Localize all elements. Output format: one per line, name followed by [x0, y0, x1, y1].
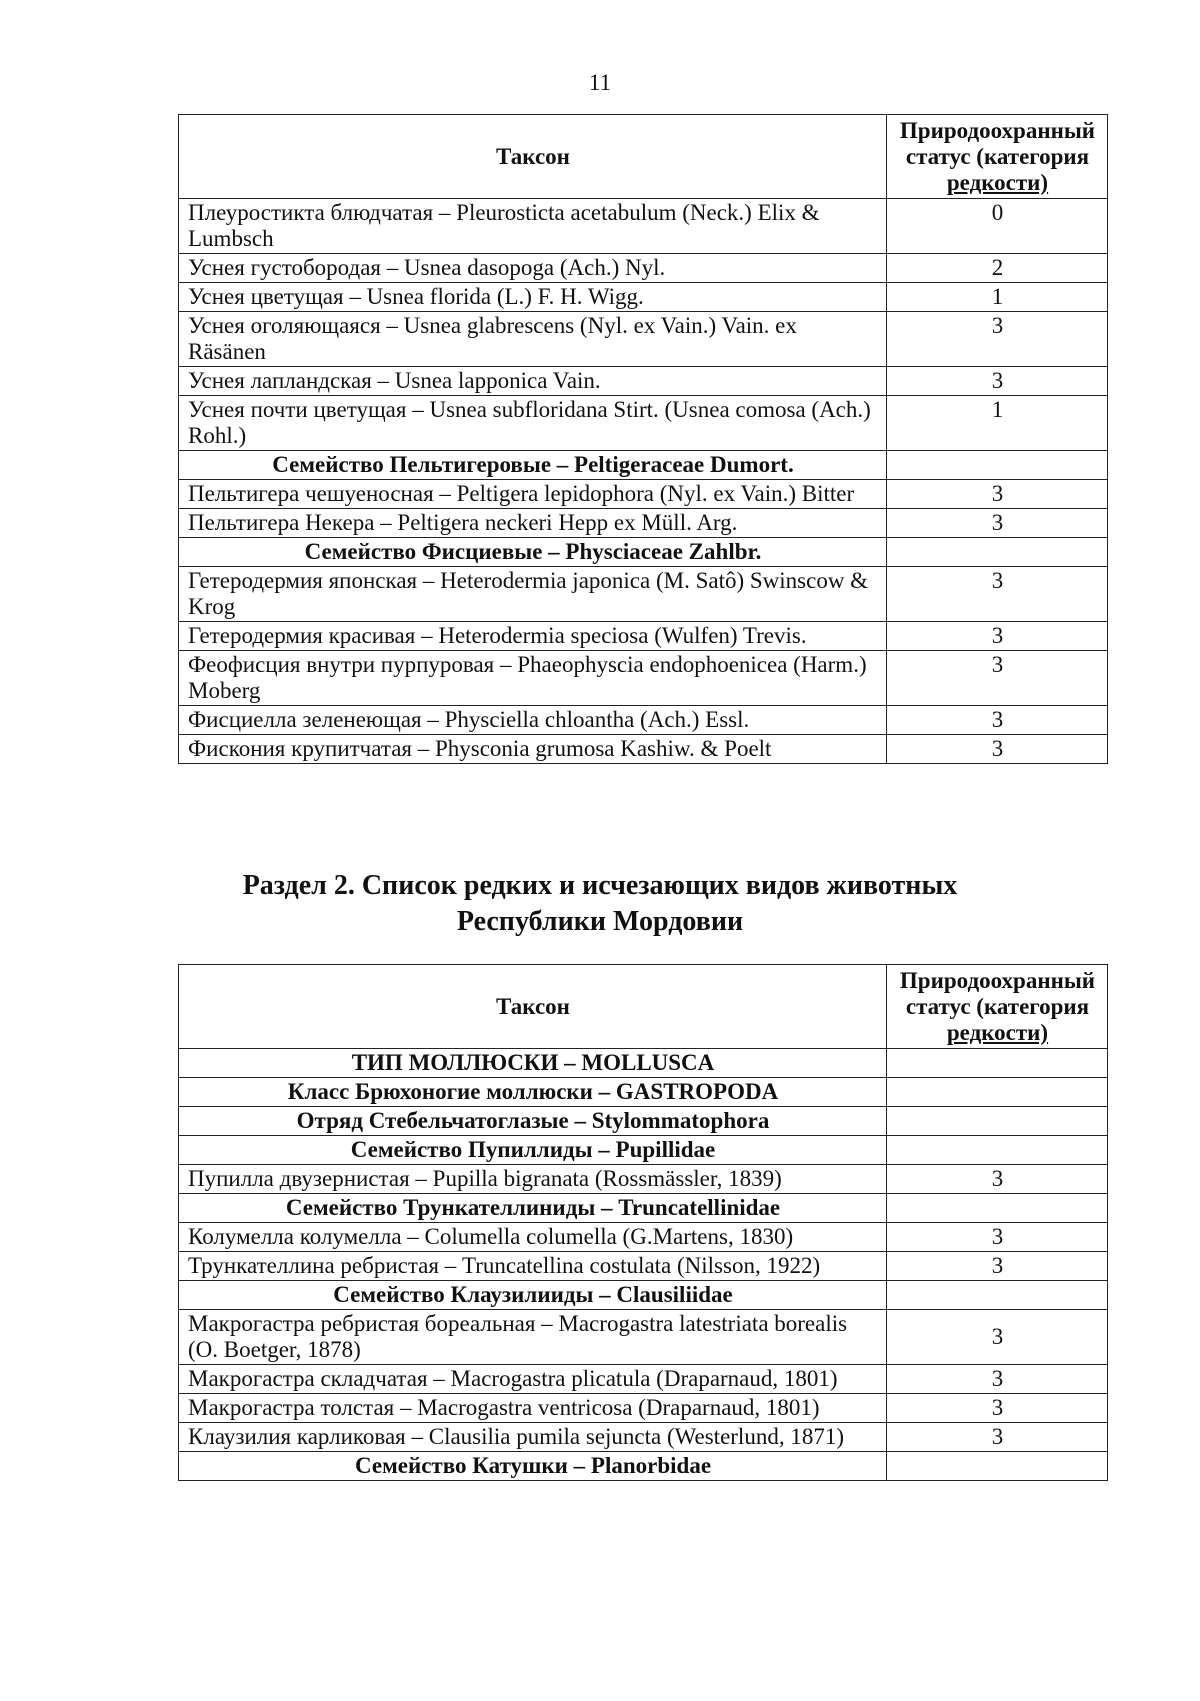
table-row: [179, 480, 1108, 509]
lichen-species-table: [178, 114, 1108, 764]
taxon-column-header: Таксон: [179, 965, 887, 1049]
rarity-status: [887, 1107, 1108, 1136]
status-header-line: редкости): [946, 169, 1049, 195]
rarity-status: 3: [887, 1252, 1108, 1281]
taxon-group-row: [179, 1136, 1108, 1165]
section-title-line: Республики Мордовии: [456, 906, 744, 937]
group-heading: Семейство Фисциевые – Physciaceae Zahlbr.: [179, 538, 887, 567]
table-row: [179, 283, 1108, 312]
taxon-column-header: Таксон: [179, 115, 887, 199]
rarity-status: [887, 1452, 1108, 1481]
page-number: 11: [588, 70, 612, 95]
rarity-status: [887, 1078, 1108, 1107]
group-heading: ТИП МОЛЛЮСКИ – MOLLUSCA: [179, 1049, 887, 1078]
table-row: [179, 312, 1108, 367]
taxon-group-row: [179, 1078, 1108, 1107]
group-heading: Отряд Стебельчатоглазые – Stylommatophora: [179, 1107, 887, 1136]
table-row: [179, 396, 1108, 451]
status-header-line: Природоохранный: [899, 117, 1096, 143]
rarity-status: 1: [887, 283, 1108, 312]
rarity-status: [887, 1049, 1108, 1078]
table-row: [179, 735, 1108, 764]
table-row: [179, 199, 1108, 254]
status-column-header: [887, 965, 1108, 1049]
rarity-status: 3: [887, 1223, 1108, 1252]
table-row: [179, 1365, 1108, 1394]
rarity-status: [887, 1136, 1108, 1165]
taxon-group-row: [179, 451, 1108, 480]
table-row: [179, 1223, 1108, 1252]
rarity-status: 3: [887, 622, 1108, 651]
rarity-status: 0: [887, 199, 1108, 254]
table-row: [179, 651, 1108, 706]
taxon-name: Плеуростикта блюдчатая – Pleurosticta acetabulum (Neck.) Elix & Lumbsch: [179, 199, 887, 254]
status-header-line: статус (категория: [905, 993, 1090, 1019]
table-row: [179, 509, 1108, 538]
rarity-status: 3: [887, 1165, 1108, 1194]
rarity-status: [887, 538, 1108, 567]
taxon-name: Уснея почти цветущая – Usnea subfloridana Stirt. (Usnea comosa (Ach.) Rohl.): [179, 396, 887, 451]
rarity-status: 3: [887, 735, 1108, 764]
section-title-line: Раздел 2. Список редких и исчезающих видов животных: [242, 870, 958, 901]
rarity-status: [887, 1281, 1108, 1310]
table-row: [179, 367, 1108, 396]
taxon-name: Гетеродермия японская – Heterodermia japonica (M. Satô) Swinscow & Krog: [179, 567, 887, 622]
taxon-name: Гетеродермия красивая – Heterodermia speciosa (Wulfen) Trevis.: [179, 622, 887, 651]
table-row: [179, 706, 1108, 735]
rarity-status: 3: [887, 651, 1108, 706]
taxon-name: Фисциелла зеленеющая – Physciella chloantha (Ach.) Essl.: [179, 706, 887, 735]
table-row: [179, 622, 1108, 651]
rarity-status: 3: [887, 480, 1108, 509]
taxon-group-row: [179, 538, 1108, 567]
taxon-group-row: [179, 1107, 1108, 1136]
table-header-row: [179, 965, 1108, 1049]
table-header-row: [179, 115, 1108, 199]
rarity-status: 3: [887, 312, 1108, 367]
rarity-status: 2: [887, 254, 1108, 283]
taxon-name: Макрогастра толстая – Macrogastra ventricosa (Draparnaud, 1801): [179, 1394, 887, 1423]
table-row: [179, 254, 1108, 283]
rarity-status: [887, 451, 1108, 480]
rarity-status: [887, 1194, 1108, 1223]
group-heading: Семейство Катушки – Planorbidae: [179, 1452, 887, 1481]
rarity-status: 3: [887, 367, 1108, 396]
animal-species-table: [178, 964, 1108, 1481]
status-column-header: [887, 115, 1108, 199]
taxon-name: Пупилла двузернистая – Pupilla bigranata (Rossmässler, 1839): [179, 1165, 887, 1194]
rarity-status: 3: [887, 567, 1108, 622]
taxon-name: Феофисция внутри пурпуровая – Phaeophyscia endophoenicea (Harm.) Moberg: [179, 651, 887, 706]
table-row: [179, 1165, 1108, 1194]
rarity-status: 1: [887, 396, 1108, 451]
group-heading: Семейство Трункателлиниды – Truncatellinidae: [179, 1194, 887, 1223]
taxon-name: Макрогастра складчатая – Macrogastra plicatula (Draparnaud, 1801): [179, 1365, 887, 1394]
rarity-status: 3: [887, 1394, 1108, 1423]
section-title: [0, 868, 1200, 940]
taxon-name: Уснея оголяющаяся – Usnea glabrescens (Nyl. ex Vain.) Vain. ex Räsänen: [179, 312, 887, 367]
group-heading: Семейство Клаузилииды – Clausiliidae: [179, 1281, 887, 1310]
taxon-name: Трункателлина ребристая – Truncatellina costulata (Nilsson, 1922): [179, 1252, 887, 1281]
taxon-name: Макрогастра ребристая бореальная – Macrogastra latestriata borealis (O. Boetger, 1878): [179, 1310, 887, 1365]
table-row: [179, 1252, 1108, 1281]
table-row: [179, 1394, 1108, 1423]
taxon-group-row: [179, 1049, 1108, 1078]
taxon-group-row: [179, 1194, 1108, 1223]
status-header-line: Природоохранный: [899, 967, 1096, 993]
taxon-name: Пельтигера Некера – Peltigera neckeri Hepp ex Müll. Arg.: [179, 509, 887, 538]
taxon-group-row: [179, 1452, 1108, 1481]
rarity-status: 3: [887, 1365, 1108, 1394]
status-header-line: статус (категория: [905, 143, 1090, 169]
rarity-status: 3: [887, 1310, 1108, 1365]
table-row: [179, 567, 1108, 622]
status-header-line: редкости): [946, 1019, 1049, 1045]
table-row: [179, 1423, 1108, 1452]
taxon-group-row: [179, 1281, 1108, 1310]
rarity-status: 3: [887, 1423, 1108, 1452]
table-row: [179, 1310, 1108, 1365]
taxon-name: Фискония крупитчатая – Physconia grumosa Kashiw. & Poelt: [179, 735, 887, 764]
taxon-name: Уснея цветущая – Usnea florida (L.) F. H. Wigg.: [179, 283, 887, 312]
taxon-name: Уснея густобородая – Usnea dasopoga (Ach.) Nyl.: [179, 254, 887, 283]
rarity-status: 3: [887, 706, 1108, 735]
rarity-status: 3: [887, 509, 1108, 538]
group-heading: Семейство Пупиллиды – Pupillidae: [179, 1136, 887, 1165]
taxon-name: Уснея лапландская – Usnea lapponica Vain.: [179, 367, 887, 396]
group-heading: Класс Брюхоногие моллюски – GASTROPODA: [179, 1078, 887, 1107]
group-heading: Семейство Пельтигеровые – Peltigeraceae Dumort.: [179, 451, 887, 480]
taxon-name: Колумелла колумелла – Columella columella (G.Martens, 1830): [179, 1223, 887, 1252]
taxon-name: Клаузилия карликовая – Clausilia pumila sejuncta (Westerlund, 1871): [179, 1423, 887, 1452]
taxon-name: Пельтигера чешуеносная – Peltigera lepidophora (Nyl. ex Vain.) Bitter: [179, 480, 887, 509]
